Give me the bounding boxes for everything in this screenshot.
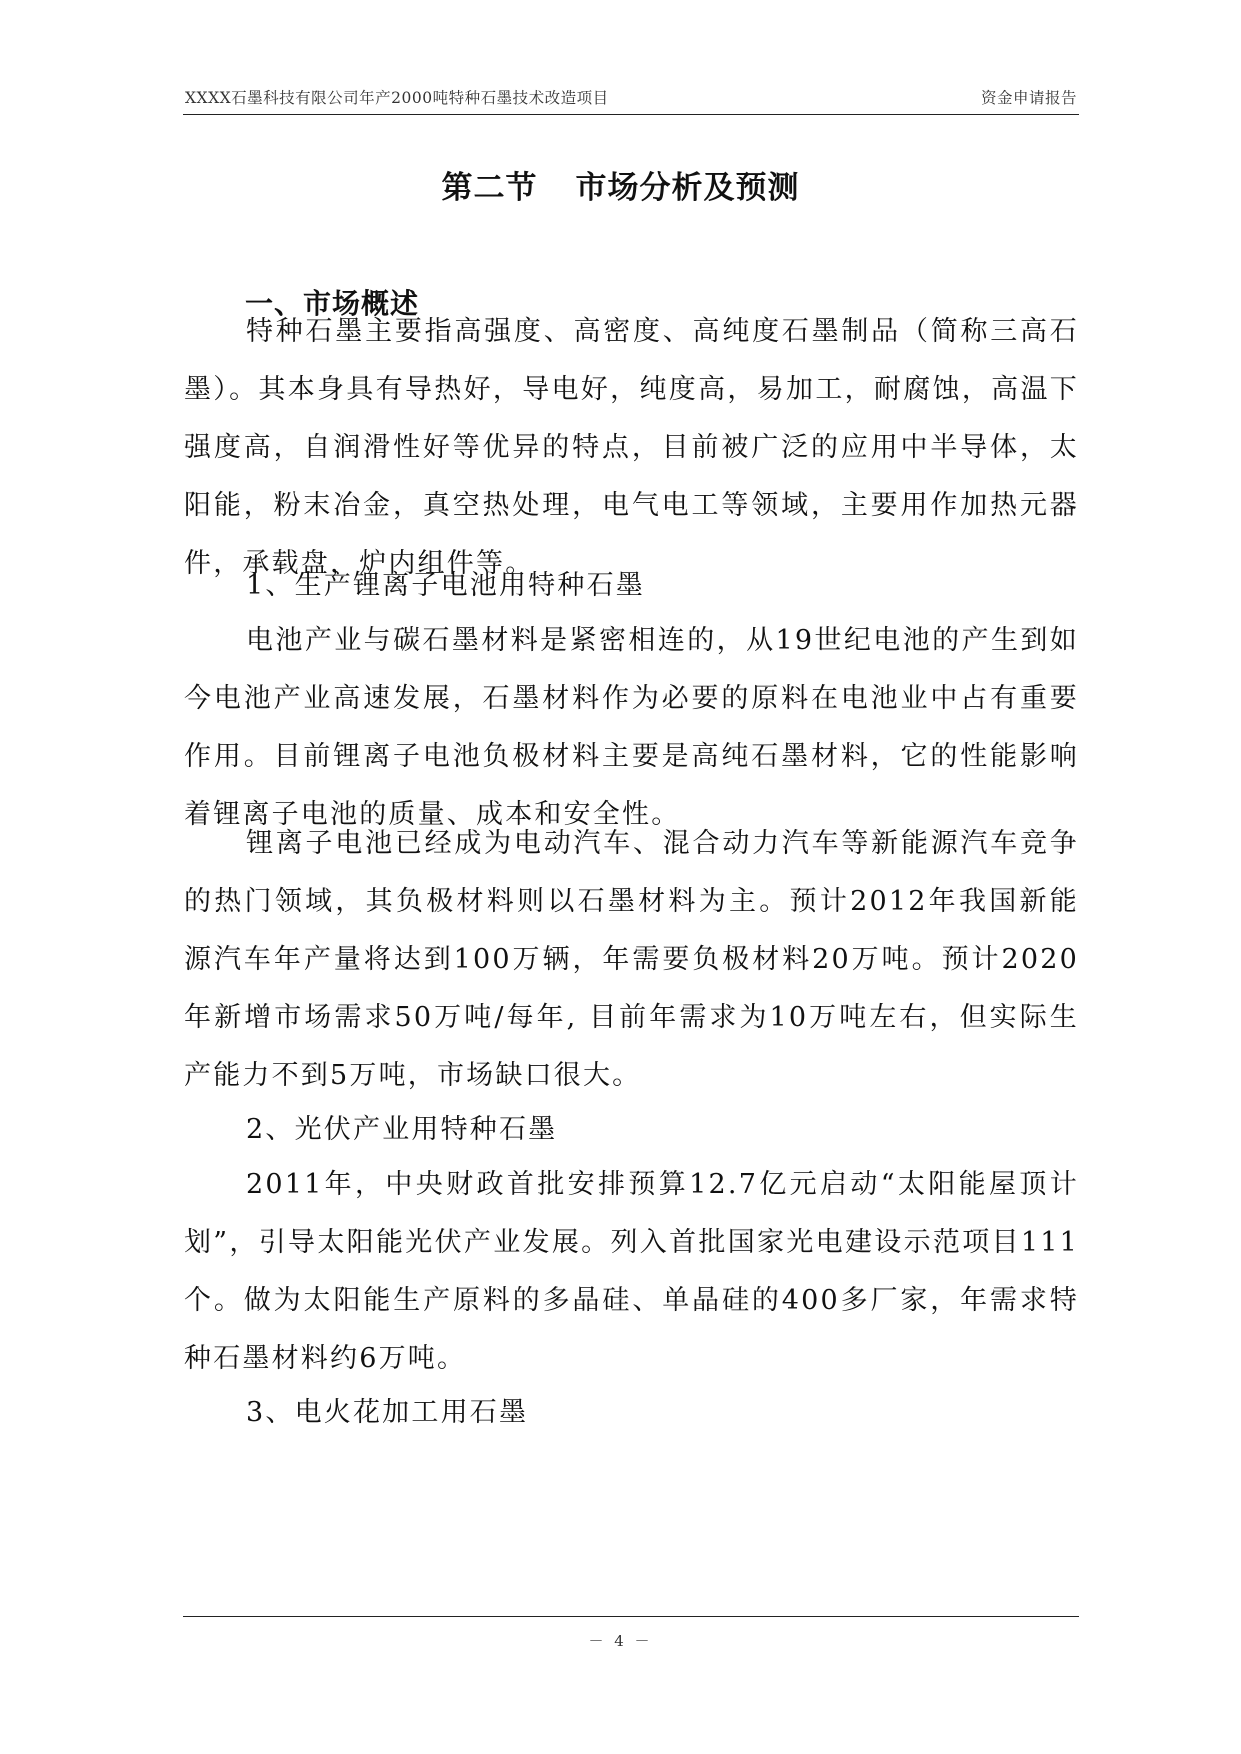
paragraph-battery-industry: 电池产业与碳石墨材料是紧密相连的，从19世纪电池的产生到如今电池产业高速发展，石墨材料作为必要的原料在电池业中占有重要作用。目前锂离子电池负极材料主要是高纯石墨材料，它的性能影响着锂离子电池的质量、成本和安全性。	[184, 625, 1079, 830]
section-number: 第二节	[441, 170, 538, 206]
page-number: － 4 －	[588, 1632, 653, 1650]
section-title	[0, 162, 1241, 207]
heading-market-overview: 一、市场概述	[245, 287, 420, 320]
section-name: 市场分析及预测	[575, 170, 800, 206]
subheading-lithium-battery: 1、生产锂离子电池用特种石墨	[246, 570, 645, 601]
header-project-title: XXXX石墨科技有限公司年产2000吨特种石墨技术改造项目	[185, 89, 609, 107]
paragraph-intro: 特种石墨主要指高强度、高密度、高纯度石墨制品（简称三高石墨）。其本身具有导热好，导电好，纯度高，易加工，耐腐蚀，高温下强度高，自润滑性好等优异的特点，目前被广泛的应用中半导体，太阳能，粉末冶金，真空热处理，电气电工等领域，主要用作加热元器件，承载盘，炉内组件等。	[184, 316, 1079, 579]
page-header	[183, 84, 1079, 115]
paragraph-ev-demand: 锂离子电池已经成为电动汽车、混合动力汽车等新能源汽车竞争的热门领域，其负极材料则以石墨材料为主。预计2012年我国新能源汽车年产量将达到100万辆，年需要负极材料20万吨。预计2020年新增市场需求50万吨/每年, 目前年需求为10万吨左右，但实际生产能力不到5万吨，市场缺口很大。	[184, 828, 1079, 1091]
footer-rule	[183, 1616, 1079, 1617]
subheading-edm: 3、电火花加工用石墨	[246, 1397, 529, 1428]
subheading-photovoltaic: 2、光伏产业用特种石墨	[246, 1114, 558, 1145]
paragraph-solar-plan: 2011年，中央财政首批安排预算12.7亿元启动“太阳能屋顶计划”，引导太阳能光伏产业发展。列入首批国家光电建设示范项目111个。做为太阳能生产原料的多晶硅、单晶硅的400多厂家，年需求特种石墨材料约6万吨。	[184, 1169, 1079, 1374]
header-report-type: 资金申请报告	[980, 89, 1077, 107]
